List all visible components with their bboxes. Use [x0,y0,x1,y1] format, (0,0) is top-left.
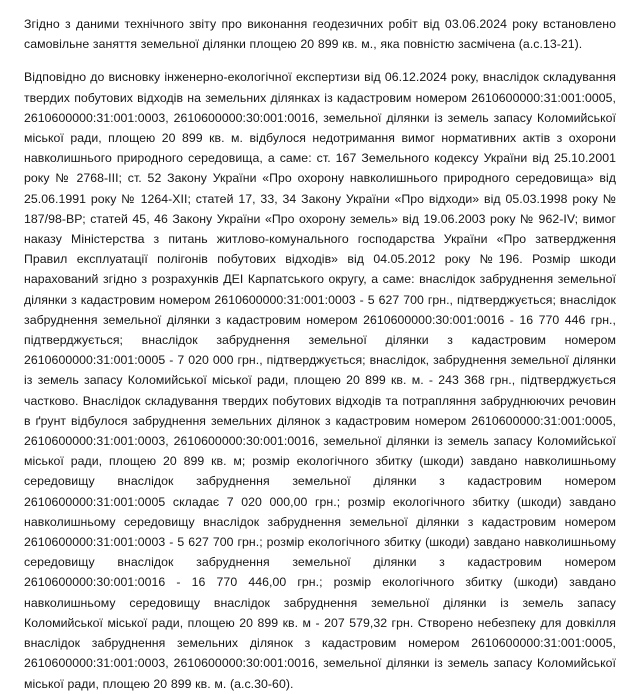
paragraph-ecological-expertise: Відповідно до висновку інженерно-екологічної експертизи від 06.12.2024 року, внаслідок складування твердих побутових відходів на земельних ділянках із кадастровим номером 2610600000:31:001:0005, 2610600000:31:001:0003, 2610600000:30:001:0016, земельної ділянки із земель запасу Коломийської міської ради, площею 20 899 кв. м. відбулося недотримання вимог нормативних актів з охорони навколишнього природного середовища, а саме: ст. 167 Земельного кодексу України від 25.10.2001 року № 2768-III; ст. 52 Закону України «Про охорону навколишнього природного середовища» від 25.06.1991 року № 1264-XII; статей 17, 33, 34 Закону України «Про відходи» від 05.03.1998 року № 187/98-ВР; статей 45, 46 Закону України «Про охорону земель» від 19.06.2003 року № 962-IV; вимог наказу Міністерства з питань житлово-комунального господарства України «Про затвердження Правил експлуатації полігонів побутових відходів» від 04.05.2012 року №196. Розмір шкоди нарахований згідно з розрахунків ДЕІ Карпатського округу, а саме: внаслідок забруднення земельної ділянки з кадастровим номером 2610600000:31:001:0003 - 5 627 700 грн., підтверджується; внаслідок забруднення земельної ділянки з кадастровим номером 2610600000:30:001:0016 - 16 770 446 грн., підтверджується; внаслідок забруднення земельної ділянки з кадастровим номером 2610600000:31:001:0005 - 7 020 000 грн., підтверджується; внаслідок, забруднення земельної ділянки із земель запасу Коломийської міської ради, площею 20 899 кв. м. - 243 368 грн., підтверджується частково. Внаслідок складування твердих побутових відходів та потрапляння забруднюючих речовин в ґрунт відбулося забруднення земельних ділянок з кадастровим номером 2610600000:31:001:0005, 2610600000:31:001:0003, 2610600000:30:001:0016, земельної ділянки із земель запасу Коломийської міської ради, площею 20 899 кв. м; розмір екологічного збитку (шкоди) завдано навколишньому середовищу внаслідок забруднення земельної ділянки з кадастровим номером 2610600000:31:001:0005 складає 7 020 000,00 грн.; розмір екологічного збитку (шкоди) завдано навколишньому середовищу внаслідок забруднення земельної ділянки з кадастровим номером 2610600000:31:001:0003 - 5 627 700 грн.; розмір екологічного збитку (шкоди) завдано навколишньому середовищу внаслідок забруднення земельної ділянки з кадастровим номером 2610600000:30:001:0016 - 16 770 446,00 грн.; розмір екологічного збитку (шкоди) завдано навколишньому середовищу внаслідок забруднення земельної ділянки із земель запасу Коломийської міської ради, площею 20 899 кв. м - 207 579,32 грн. Створено небезпеку для довкілля внаслідок забруднення земельних ділянок з кадастровим номером 2610600000:31:001:0005, 2610600000:31:001:0003, 2610600000:30:001:0016, земельної ділянки із земель запасу Коломийської міської ради, площею 20 899 кв. м. (а.с.30-60). [24,70,616,691]
paragraph-geodetic-report: Згідно з даними технічного звіту про виконання геодезичних робіт від 03.06.2024 року встановлено самовільне заняття земельної ділянки площею 20 899 кв. м., яка повністю засмічена (а.с.13-21). [24,17,616,52]
